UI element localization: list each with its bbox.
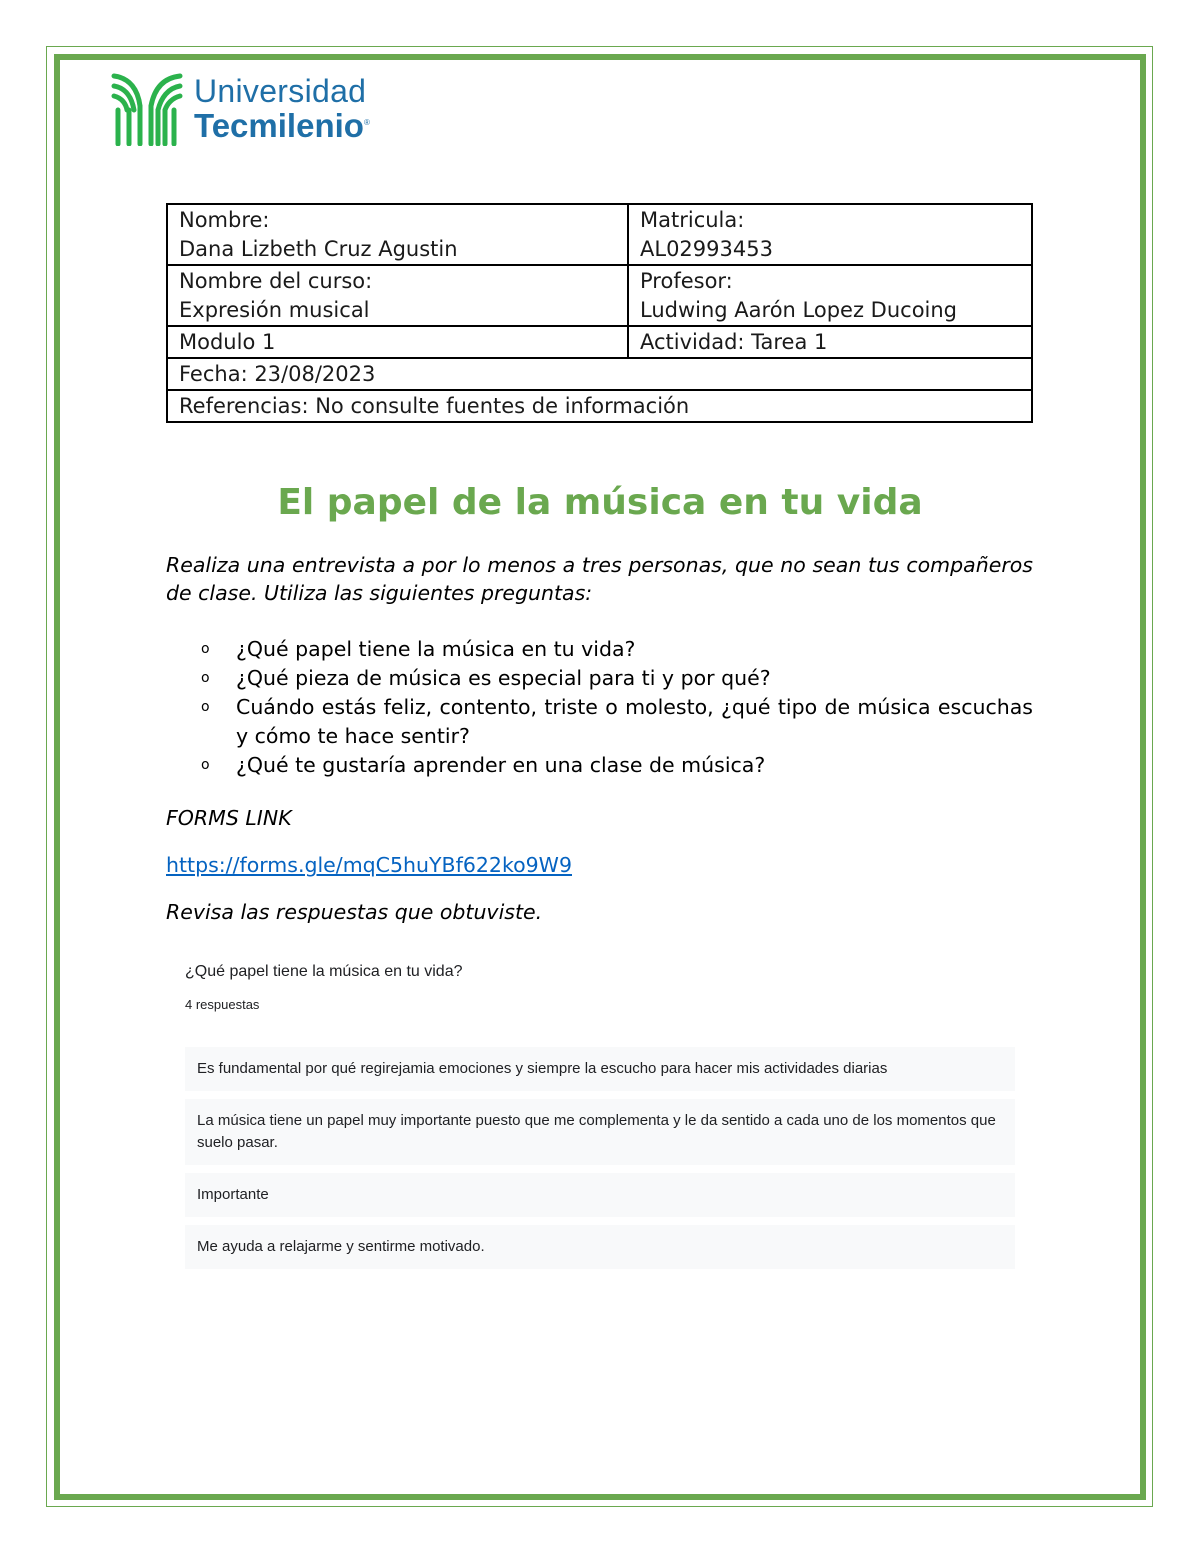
form-response-count: 4 respuestas xyxy=(185,997,260,1012)
matricula-label: Matricula: xyxy=(640,208,745,232)
question-text: ¿Qué te gustaría aprender en una clase de música? xyxy=(236,753,766,777)
curso-value: Expresión musical xyxy=(179,298,370,322)
nombre-value: Dana Lizbeth Cruz Agustin xyxy=(179,237,458,261)
bullet-icon: o xyxy=(201,641,210,657)
fecha-cell: Fecha: 23/08/2023 xyxy=(167,358,1032,390)
bullet-icon: o xyxy=(201,757,210,773)
response-item: La música tiene un papel muy importante puesto que me complementa y le da sentido a cada uno de los momentos que suelo pasar. xyxy=(185,1099,1015,1165)
question-text: ¿Qué papel tiene la música en tu vida? xyxy=(236,637,636,661)
nombre-cell xyxy=(167,204,628,265)
profesor-label: Profesor: xyxy=(640,269,733,293)
bullet-icon: o xyxy=(201,670,210,686)
list-item xyxy=(166,693,1033,751)
logo-line-tecmilenio xyxy=(194,106,370,144)
response-item: Importante xyxy=(185,1173,1015,1217)
matricula-value: AL02993453 xyxy=(640,237,773,261)
tecmilenio-logo-icon xyxy=(110,70,184,146)
profesor-cell xyxy=(628,265,1032,326)
actividad-cell: Actividad: Tarea 1 xyxy=(628,326,1032,358)
matricula-cell xyxy=(628,204,1032,265)
document-title: El papel de la música en tu vida xyxy=(277,482,923,523)
question-list xyxy=(166,635,1033,780)
bullet-icon: o xyxy=(201,699,210,715)
referencias-cell: Referencias: No consulte fuentes de información xyxy=(167,390,1032,422)
form-question-title: ¿Qué papel tiene la música en tu vida? xyxy=(185,963,463,980)
intro-paragraph: Realiza una entrevista a por lo menos a tres personas, que no sean tus compañeros de clase. Utiliza las siguientes preguntas: xyxy=(166,553,1033,605)
question-text: ¿Qué pieza de música es especial para ti y por qué? xyxy=(236,666,771,690)
question-text: Cuándo estás feliz, contento, triste o molesto, ¿qué tipo de música escuchas y cómo te hace sentir? xyxy=(236,695,1033,748)
logo-tecmilenio-text: Tecmilenio xyxy=(194,106,364,144)
curso-label: Nombre del curso: xyxy=(179,269,373,293)
form-responses-list xyxy=(185,1047,1015,1277)
logo-registered-mark: ® xyxy=(363,117,370,127)
logo-line-universidad: Universidad xyxy=(194,72,367,109)
forms-link-label: FORMS LINK xyxy=(166,806,292,830)
forms-link[interactable]: https://forms.gle/mqC5huYBf622ko9W9 xyxy=(166,853,572,877)
review-instruction: Revisa las respuestas que obtuviste. xyxy=(166,900,543,924)
university-logo xyxy=(110,68,370,148)
student-info-table xyxy=(166,203,1033,423)
nombre-label: Nombre: xyxy=(179,208,270,232)
response-item: Es fundamental por qué regirejamia emociones y siempre la escucho para hacer mis actividades diarias xyxy=(185,1047,1015,1091)
list-item xyxy=(166,751,1033,780)
list-item xyxy=(166,635,1033,664)
response-item: Me ayuda a relajarme y sentirme motivado. xyxy=(185,1225,1015,1269)
list-item xyxy=(166,664,1033,693)
profesor-value: Ludwing Aarón Lopez Ducoing xyxy=(640,298,958,322)
modulo-cell: Modulo 1 xyxy=(167,326,628,358)
curso-cell xyxy=(167,265,628,326)
